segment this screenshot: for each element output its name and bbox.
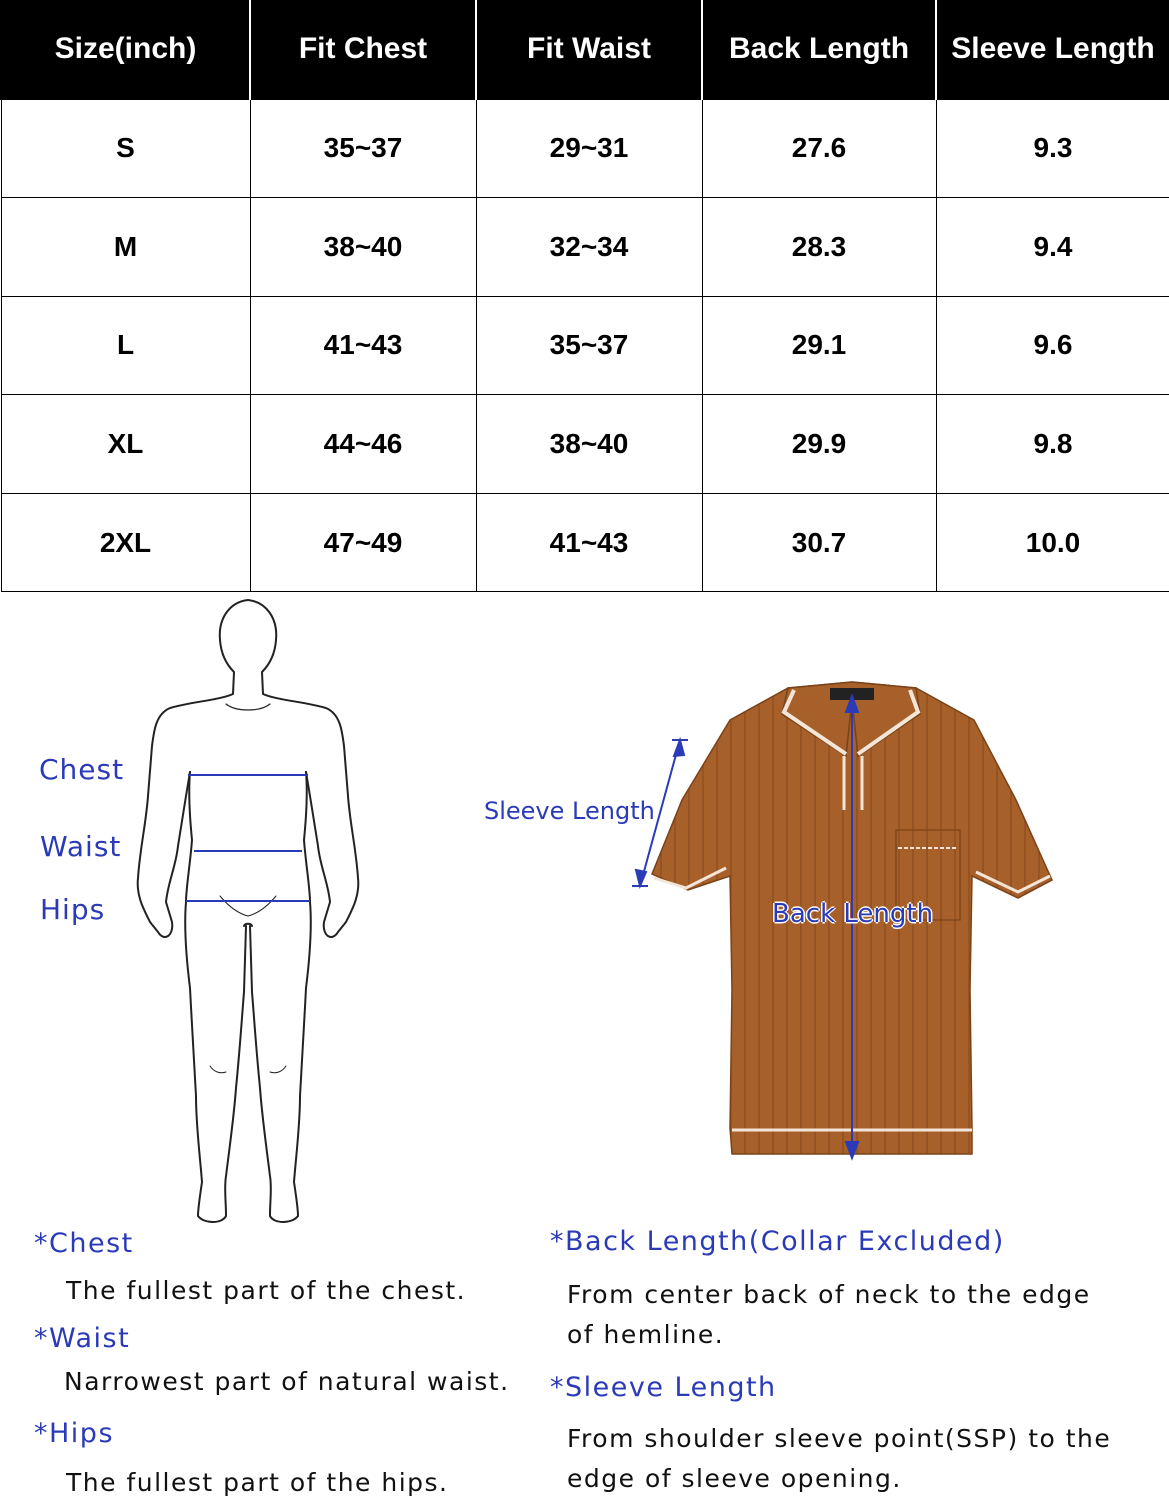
cell-fit-waist: 32~34 [476,198,702,297]
cell-back-length: 30.7 [702,493,936,592]
note-hips-text: The fullest part of the hips. [66,1468,449,1497]
table-row [1,493,1169,592]
chest-label: Chest [39,753,125,786]
cell-fit-chest: 38~40 [250,198,476,297]
note-sleeve-length-line1: From shoulder sleeve point(SSP) to the [567,1424,1112,1453]
waist-label: Waist [40,830,122,863]
cell-fit-chest: 35~37 [250,99,476,198]
table-row [1,395,1169,494]
cell-back-length: 27.6 [702,99,936,198]
cell-fit-chest: 47~49 [250,493,476,592]
cell-sleeve-length: 9.6 [936,296,1169,395]
cell-sleeve-length: 9.3 [936,99,1169,198]
note-back-length-line2: of hemline. [567,1320,725,1349]
note-chest-text: The fullest part of the chest. [66,1276,467,1305]
header-back-length: Back Length [702,0,936,99]
cell-back-length: 29.1 [702,296,936,395]
cell-fit-chest: 44~46 [250,395,476,494]
cell-fit-waist: 35~37 [476,296,702,395]
cell-size: 2XL [1,493,250,592]
note-chest-title: *Chest [34,1228,134,1259]
note-waist-title: *Waist [34,1323,131,1354]
cell-sleeve-length: 9.8 [936,395,1169,494]
note-sleeve-length-title: *Sleeve Length [550,1372,777,1403]
note-hips-title: *Hips [34,1418,115,1449]
sleeve-length-label: Sleeve Length [484,797,655,825]
cell-fit-waist: 41~43 [476,493,702,592]
table-row [1,198,1169,297]
cell-size: M [1,198,250,297]
cell-sleeve-length: 10.0 [936,493,1169,592]
cell-size: S [1,99,250,198]
note-waist-text: Narrowest part of natural waist. [64,1367,510,1396]
cell-size: XL [1,395,250,494]
table-row [1,296,1169,395]
body-outline-illustration [130,596,380,1228]
note-back-length-title: *Back Length(Collar Excluded) [550,1226,1005,1257]
back-length-label: Back Length [772,899,934,929]
note-back-length-line1: From center back of neck to the edge [567,1280,1091,1309]
header-fit-waist: Fit Waist [476,0,702,99]
note-sleeve-length-line2: edge of sleeve opening. [567,1464,902,1493]
cell-back-length: 28.3 [702,198,936,297]
header-size: Size(inch) [1,0,250,99]
cell-fit-waist: 38~40 [476,395,702,494]
header-sleeve-length: Sleeve Length [936,0,1169,99]
cell-size: L [1,296,250,395]
cell-fit-chest: 41~43 [250,296,476,395]
cell-fit-waist: 29~31 [476,99,702,198]
size-chart-table [0,0,1169,592]
cell-back-length: 29.9 [702,395,936,494]
table-row [1,99,1169,198]
table-header-row [1,0,1169,99]
hips-label: Hips [40,893,106,926]
header-fit-chest: Fit Chest [250,0,476,99]
cell-sleeve-length: 9.4 [936,198,1169,297]
